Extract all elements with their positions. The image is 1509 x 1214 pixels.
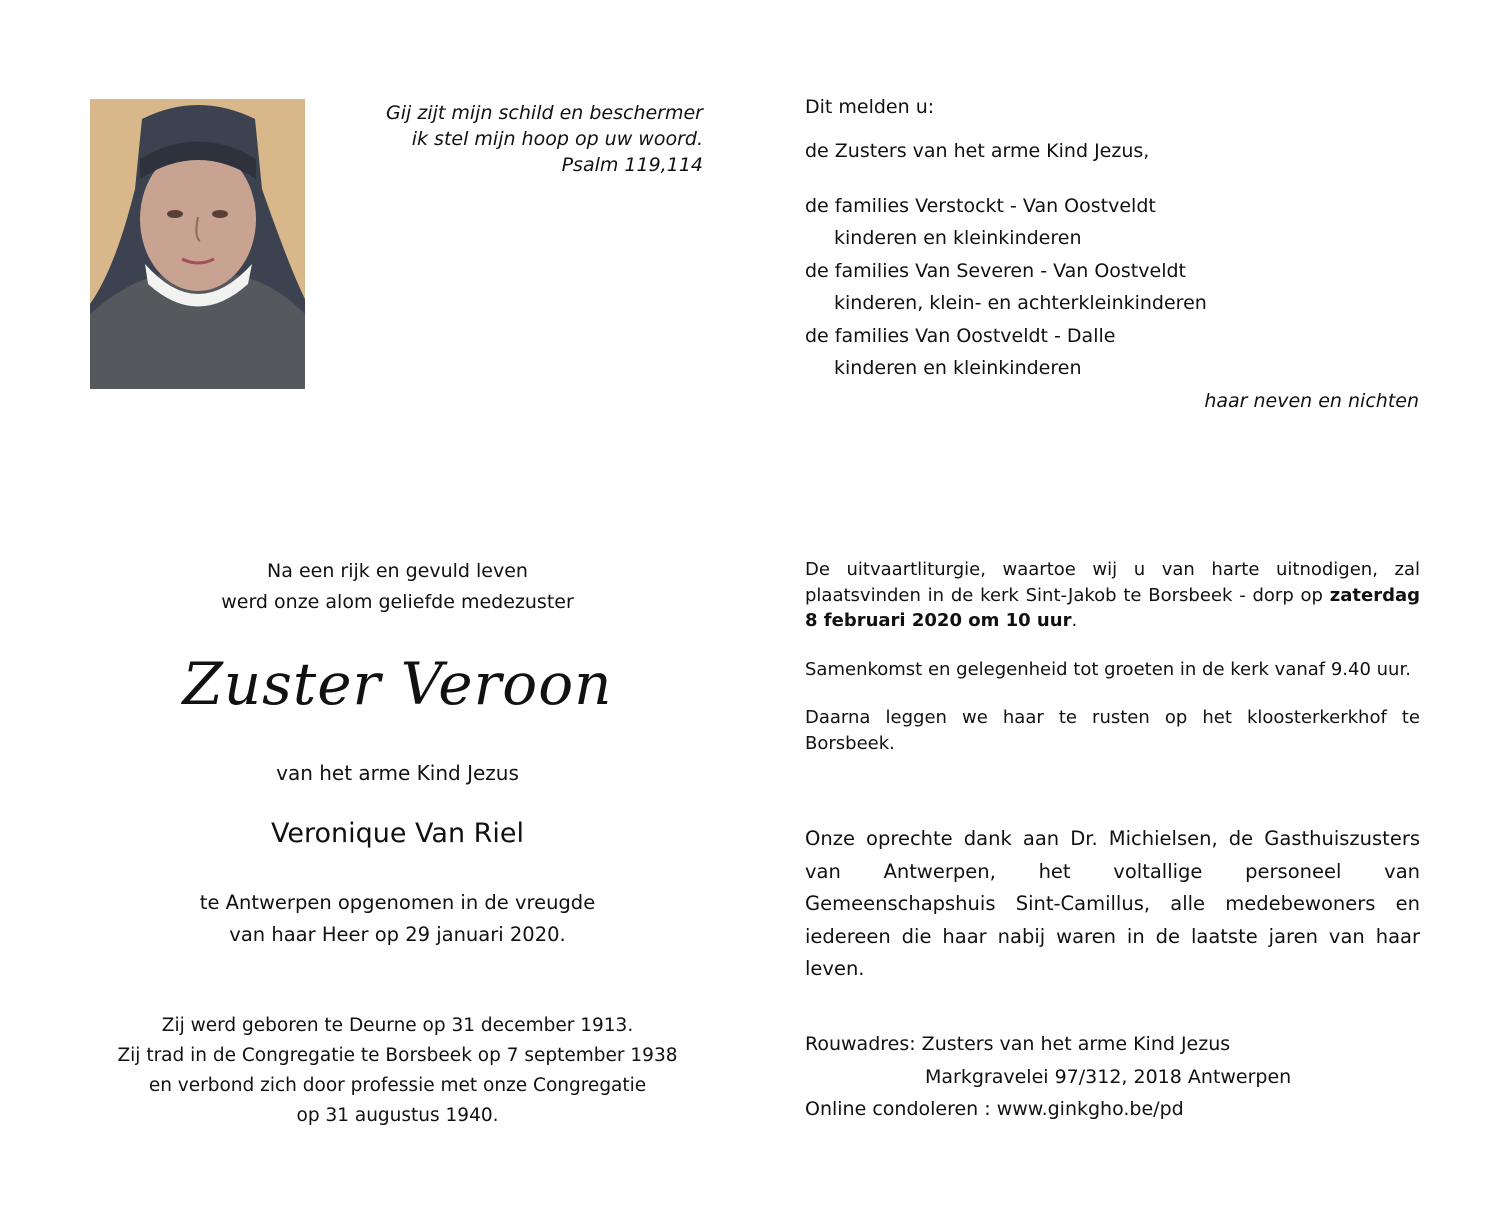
funeral-liturgy	[805, 557, 1420, 634]
contact-block	[805, 1028, 1425, 1126]
announcement-order: de Zusters van het arme Kind Jezus,	[805, 140, 1150, 162]
funeral-text-end: .	[1071, 610, 1078, 631]
funeral-details	[805, 557, 1420, 779]
death-line-1: te Antwerpen opgenomen in de vreugde	[199, 891, 596, 914]
relatives-line: haar neven en nichten	[1204, 390, 1419, 412]
family-name-3: de families Van Oostveldt - Dalle	[805, 325, 1116, 347]
burial-text: Daarna leggen we haar te rusten op het kloosterkerkhof te Borsbeek.	[805, 707, 1420, 754]
gathering-text: Samenkomst en gelegenheid tot groeten in de kerk vanaf 9.40 uur.	[805, 658, 1411, 680]
psalm-verse	[330, 100, 703, 178]
death-line-2: van haar Heer op 29 januari 2020.	[229, 923, 566, 946]
funeral-text: De uitvaartliturgie, waartoe wij u van harte uitnodigen, zal plaatsvinden in de kerk Sint-Jakob te Borsbeek - dorp op	[805, 559, 1420, 606]
lead-line-2: werd onze alom geliefde medezuster	[221, 591, 574, 613]
announcement-intro: Dit melden u:	[805, 96, 935, 118]
bio-line-4: op 31 augustus 1940.	[296, 1105, 499, 1126]
portrait-photo	[90, 99, 305, 389]
lead-line-1: Na een rijk en gevuld leven	[267, 560, 528, 582]
thanks-text: Onze oprechte dank aan Dr. Michielsen, de Gasthuiszusters van Antwerpen, het voltallige personeel van Gemeenschapshuis Sint-Camillus, alle medebewoners en iedereen die haar nabij waren in de laatste jaren van haar leven.	[805, 827, 1420, 980]
family-name-2: de families Van Severen - Van Oostveldt	[805, 260, 1186, 282]
bio-line-2: Zij trad in de Congregatie te Borsbeek op 7 september 1938	[117, 1045, 678, 1066]
address-line-1: Rouwadres: Zusters van het arme Kind Jezus	[805, 1033, 1231, 1055]
family-name-1: de families Verstockt - Van Oostveldt	[805, 195, 1156, 217]
funeral-date: zaterdag 8 februari 2020 om 10 uur	[805, 584, 1420, 631]
death-notice	[100, 887, 695, 951]
verse-line-2: ik stel mijn hoop op uw woord.	[411, 128, 703, 150]
online-condolence-link[interactable]: Online condoleren : www.ginkgho.be/pd	[805, 1098, 1184, 1120]
address-line-2: Markgravelei 97/312, 2018 Antwerpen	[925, 1065, 1292, 1088]
family-descendants-2: kinderen, klein- en achterkleinkinderen	[834, 292, 1207, 314]
family-descendants-3: kinderen en kleinkinderen	[834, 357, 1082, 379]
biography	[100, 1011, 695, 1131]
congregation-line: van het arme Kind Jezus	[276, 761, 519, 785]
bio-line-1: Zij werd geboren te Deurne op 31 december 1913.	[161, 1015, 634, 1036]
civil-name: Veronique Van Riel	[270, 818, 525, 849]
verse-reference: Psalm 119,114	[561, 154, 703, 176]
bio-line-3: en verbond zich door professie met onze Congregatie	[148, 1075, 647, 1096]
verse-line-1: Gij zijt mijn schild en beschermer	[386, 102, 703, 124]
family-descendants-1: kinderen en kleinkinderen	[834, 227, 1082, 249]
lead-text	[100, 556, 695, 618]
religious-name: Zuster Veroon	[182, 650, 613, 718]
